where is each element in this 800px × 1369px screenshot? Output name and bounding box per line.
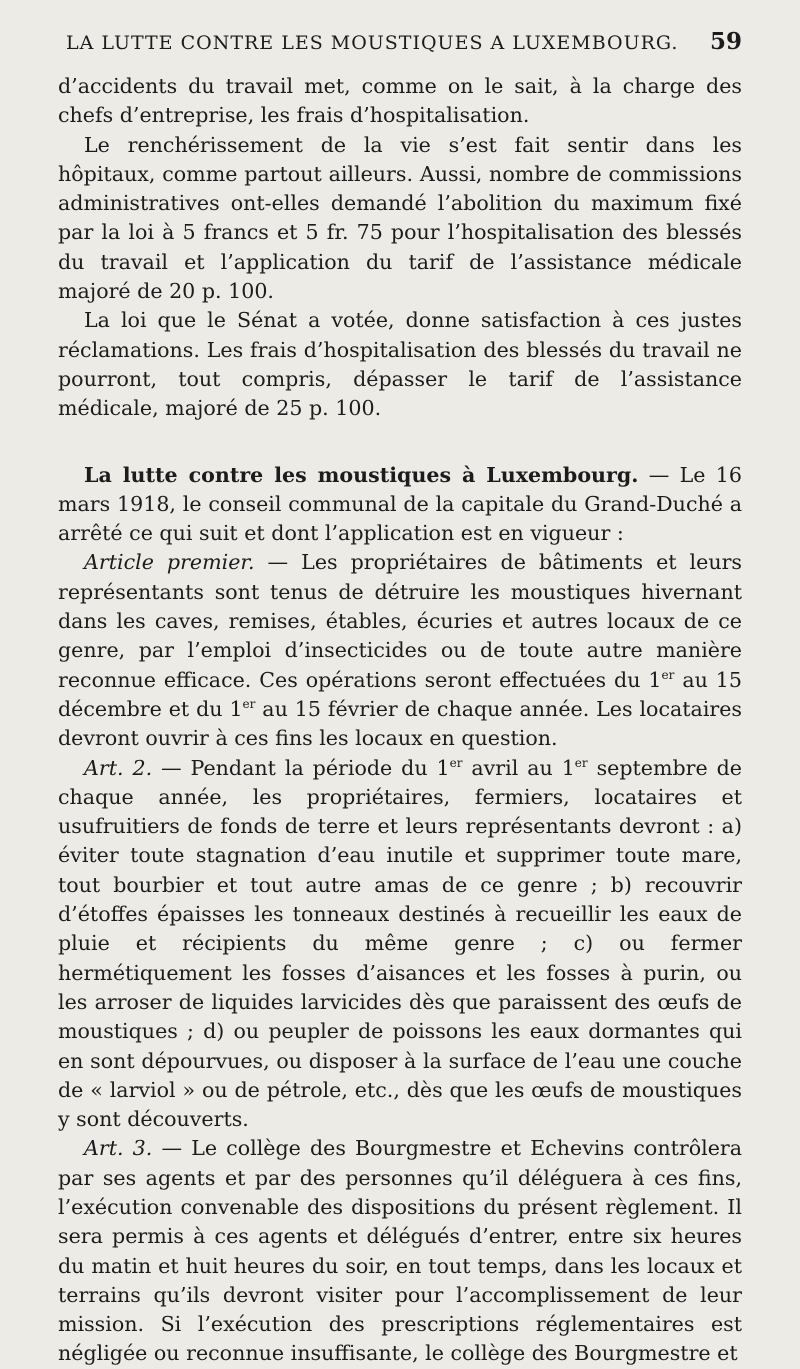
article-text: septembre de chaque année, les propriétaires, fermiers, locataires et usufruitiers de fonds de terre et leurs représentants devront : a) éviter toute stagnation d’eau inutile et supprimer toute mare, tout bourbier et tout autre amas de ce genre ; b) recouvrir d’étoffes épaisses les tonneaux destinés à recueillir les eaux de pluie et récipients du même genre ; c) ou fermer hermétiquement les fosses d’aisances et les fosses à purin, ou les arroser de liquides larvicides dès que paraissent des œufs de moustiques ; d) ou peupler de poissons les eaux dormantes qui en sont dépourvues, ou disposer à la surface de l’eau une couche de « larviol » ou de pétrole, etc., dès que les œufs de moustiques y sont découverts. bbox=[58, 755, 742, 1132]
article-label: Art. 2. bbox=[84, 755, 153, 780]
paragraph: La loi que le Sénat a votée, donne satisfaction à ces justes réclamations. Les frais d’hospitalisation des blessés du travail ne pourront, tout compris, dépasser le tarif de l’assistance médicale, majoré de 25 p. 100. bbox=[58, 308, 742, 421]
ordinal-suffix: er bbox=[449, 755, 463, 770]
article-label: Art. 3. bbox=[84, 1136, 153, 1161]
paragraph-continued: d’accidents du travail met, comme on le sait, à la charge des chefs d’entreprise, les frais d’hospitalisation. bbox=[58, 74, 742, 128]
article-paragraph bbox=[58, 1134, 742, 1368]
section-title: La lutte contre les moustiques à Luxembourg. bbox=[84, 462, 639, 487]
body-text bbox=[58, 72, 742, 1369]
article-text: au 15 février de chaque année. Les locataires devront ouvrir à ces fins les locaux en question. bbox=[58, 696, 743, 751]
page-number: 59 bbox=[709, 28, 742, 55]
article-text: — Le collège des Bourgmestre et Echevins contrôlera par ses agents et par des personnes qu’il déléguera à ces fins, l’exécution convenable des dispositions du présent règlement. Il sera permis à ces agents et délégués d’entrer, entre six heures du matin et huit heures du soir, en tout temps, dans les locaux et terrains qu’ils devront visiter pour l’accomplissement de leur mission. Si l’exécution des prescriptions réglementaires est négligée ou reconnue insuffisante, le collège des Bourgmestre et bbox=[58, 1136, 743, 1366]
article-paragraph bbox=[58, 754, 742, 1135]
article-text: avril au 1 bbox=[462, 755, 575, 780]
article-text: — Pendant la période du 1 bbox=[152, 755, 450, 780]
article-text: — Les propriétaires de bâtiments et leurs représentants sont tenus de détruire les moustiques hivernant dans les caves, remises, étables, écuries et autres locaux de ce genre, par l’emploi d’insecticides ou de toute autre manière reconnue efficace. Ces opérations seront effectuées du 1 bbox=[58, 550, 743, 692]
article-label: Article premier. bbox=[84, 550, 255, 575]
section-spacer bbox=[58, 424, 742, 461]
ordinal-suffix: er bbox=[661, 667, 675, 682]
section-intro: — Le 16 mars 1918, le conseil communal de la capitale du Grand-Duché a arrêté ce qui suit et dont l’application est en vigueur : bbox=[58, 462, 742, 546]
paragraph: Le renchérissement de la vie s’est fait sentir dans les hôpitaux, comme partout ailleurs. Aussi, nombre de commissions administratives ont-elles demandé l’abolition du maximum fixé par la loi à 5 francs et 5 fr. 75 pour l’hospitalisation des blessés du travail et l’application du tarif de l’assistance médicale majoré de 20 p. 100. bbox=[58, 132, 742, 304]
running-header bbox=[66, 28, 742, 72]
article-text: au 15 décembre et du 1 bbox=[58, 667, 742, 721]
running-title: LA LUTTE CONTRE LES MOUSTIQUES A LUXEMBOURG. bbox=[66, 32, 679, 54]
ordinal-suffix: er bbox=[242, 697, 256, 712]
section-paragraph bbox=[58, 461, 742, 549]
article-paragraph bbox=[58, 548, 742, 753]
ordinal-suffix: er bbox=[574, 755, 588, 770]
